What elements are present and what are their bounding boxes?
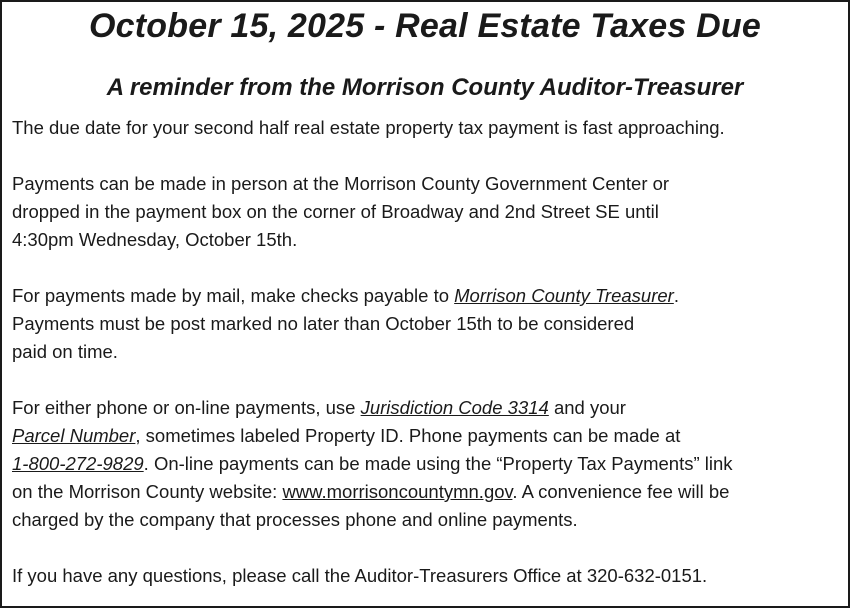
phone-online-line-4-end: . A convenience fee will be <box>512 481 730 502</box>
phone-online-line-1 <box>12 394 838 422</box>
phone-online-line-3 <box>12 450 838 478</box>
headline: October 15, 2025 - Real Estate Taxes Due <box>89 7 761 45</box>
payee-name: Morrison County Treasurer <box>454 285 674 306</box>
in-person-paragraph <box>12 170 838 254</box>
phone-online-line-5: charged by the company that processes phone and online payments. <box>12 509 578 530</box>
phone-online-line-1-end: and your <box>548 397 626 418</box>
phone-online-line-2-text: , sometimes labeled Property ID. Phone payments can be made at <box>135 425 681 446</box>
jurisdiction-code: Jurisdiction Code 3314 <box>360 397 549 418</box>
mail-line-2: Payments must be post marked no later than October 15th to be considered <box>12 313 635 334</box>
mail-line-3: paid on time. <box>12 341 118 362</box>
phone-online-line-1-text: For either phone or on-line payments, use <box>12 397 361 418</box>
due-date-paragraph <box>12 114 838 142</box>
mail-line-1 <box>12 282 838 310</box>
questions-line: If you have any questions, please call the Auditor-Treasurers Office at 320-632-0151. <box>12 565 708 586</box>
questions-paragraph <box>12 562 838 590</box>
phone-online-paragraph <box>12 394 838 534</box>
phone-online-line-3-text: . On-line payments can be made using the “Property Tax Payments” link <box>143 453 733 474</box>
in-person-line-2: dropped in the payment box on the corner of Broadway and 2nd Street SE until <box>12 201 659 222</box>
in-person-line-1: Payments can be made in person at the Morrison County Government Center or <box>12 173 670 194</box>
phone-number-link[interactable]: 1-800-272-9829 <box>12 453 144 474</box>
website-link[interactable]: www.morrisoncountymn.gov <box>282 481 513 502</box>
subheadline: A reminder from the Morrison County Auditor-Treasurer <box>106 74 744 101</box>
phone-online-line-4 <box>12 478 838 506</box>
parcel-number: Parcel Number <box>12 425 136 446</box>
phone-online-line-2 <box>12 422 838 450</box>
mail-line-1-text: For payments made by mail, make checks payable to <box>12 285 455 306</box>
notice-body <box>2 102 848 590</box>
in-person-line-3: 4:30pm Wednesday, October 15th. <box>12 229 298 250</box>
mail-line-1-end: . <box>673 285 679 306</box>
mail-paragraph <box>12 282 838 366</box>
due-date-line: The due date for your second half real estate property tax payment is fast approaching. <box>12 117 725 138</box>
phone-online-line-4-text: on the Morrison County website: <box>12 481 283 502</box>
